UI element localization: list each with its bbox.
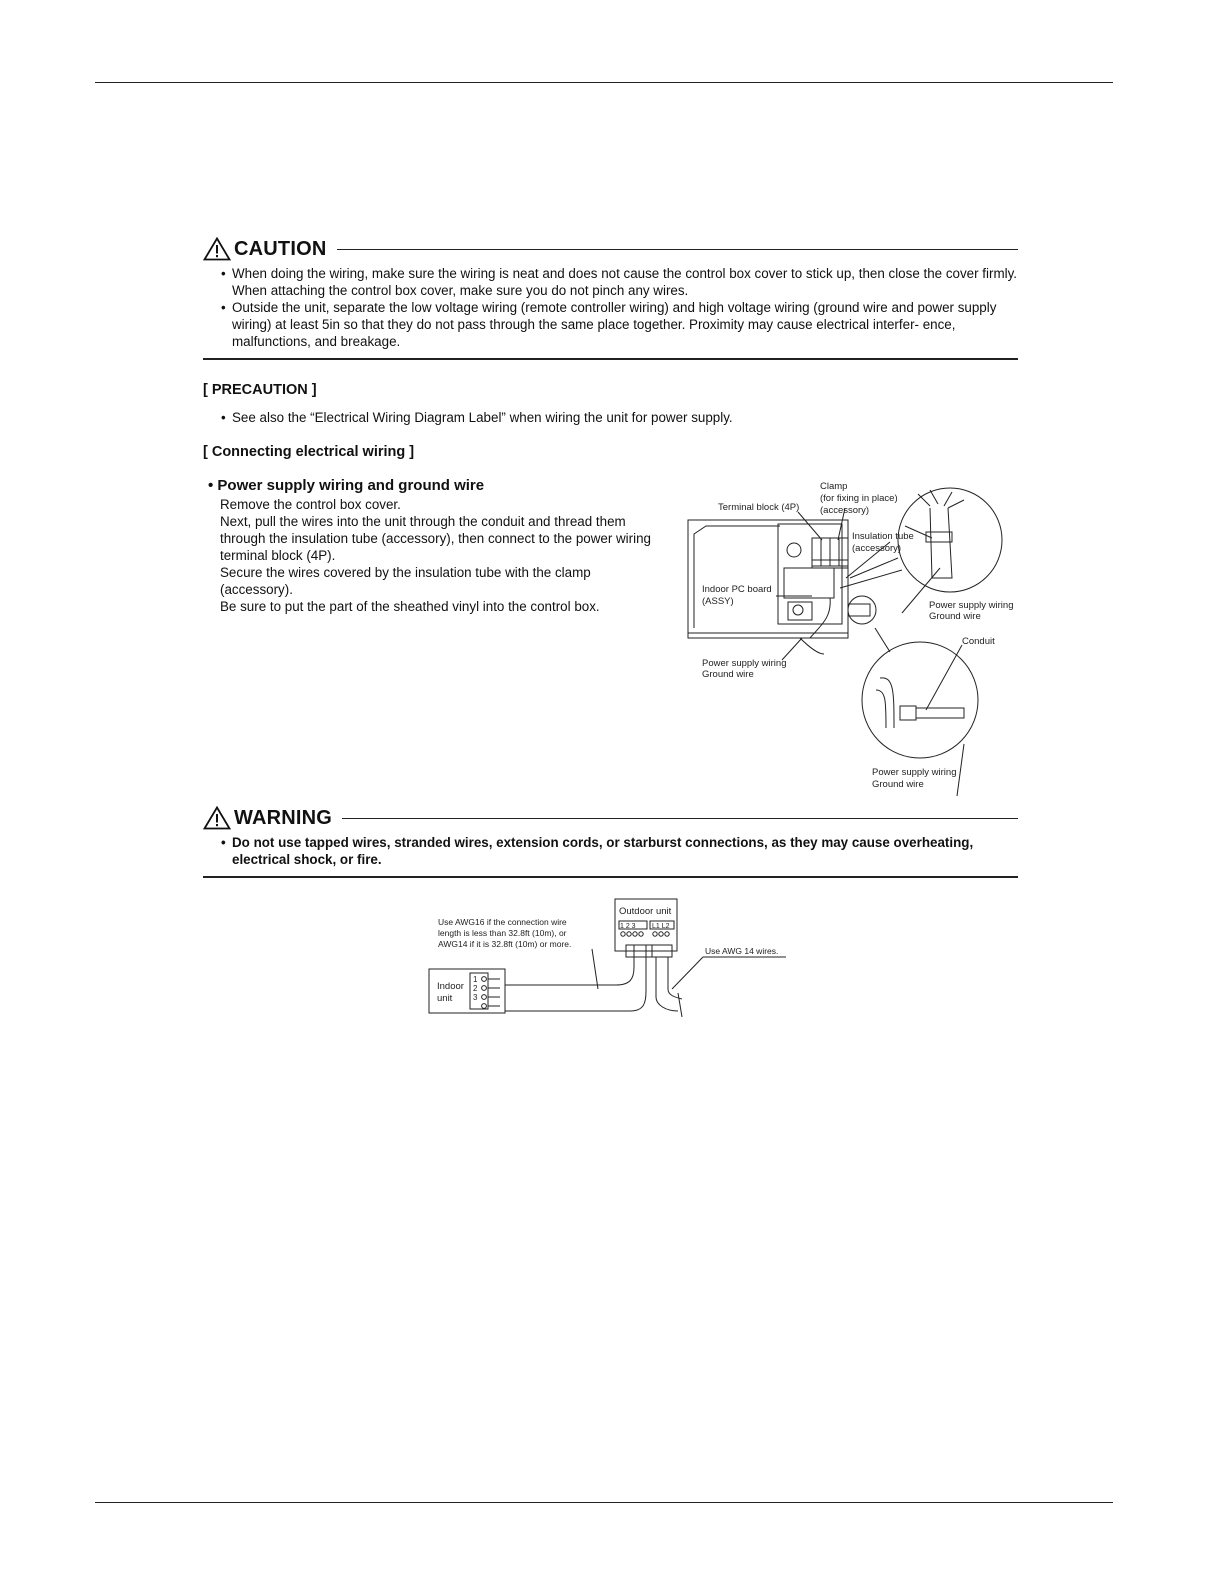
header-rule bbox=[95, 82, 1113, 83]
warning-title: WARNING bbox=[234, 806, 333, 829]
warning-bottom-rule bbox=[203, 876, 1018, 878]
caution-triangle-icon bbox=[203, 237, 231, 261]
caution-item: • Outside the unit, separate the low voltage wiring (remote controller wiring) and high voltage wiring (ground wire and power supply wiring) at least 5in so that they do not pass through the same place together. Proximity may cause electrical interfer- ence, malfunctions, and breakage. bbox=[221, 299, 1021, 350]
awg-note-line: length is less than 32.8ft (10m), or bbox=[438, 928, 567, 938]
detail-circle-2 bbox=[862, 642, 978, 758]
caution-header bbox=[203, 237, 1018, 261]
ground-wire-label: Ground wire bbox=[872, 779, 924, 790]
warning-item: • Do not use tapped wires, stranded wires, extension cords, or starburst connections, as they may cause overheating, electrical shock, or fire. bbox=[221, 834, 1021, 868]
insulation-tube-label: Insulation tube bbox=[852, 531, 914, 542]
indoor-unit-label: Indoor bbox=[437, 981, 464, 992]
ground-wire-label: Ground wire bbox=[702, 669, 754, 680]
precaution-title: [ PRECAUTION ] bbox=[203, 382, 317, 398]
instruction-line: Next, pull the wires into the unit through the conduit and thread them through the insulation tube (accessory), then connect to the power wiring terminal block (4P). bbox=[220, 514, 651, 563]
awg-note-line: AWG14 if it is 32.8ft (10m) or more. bbox=[438, 939, 572, 949]
warning-list bbox=[221, 834, 1021, 868]
clamp-label-3: (accessory) bbox=[820, 505, 870, 516]
precaution-item: • See also the “Electrical Wiring Diagram Label” when wiring the unit for power supply. bbox=[221, 409, 1021, 426]
instruction-line: Remove the control box cover. bbox=[220, 497, 401, 512]
clamp-label-2: (for fixing in place) bbox=[820, 493, 898, 504]
instruction-line: Be sure to put the part of the sheathed vinyl into the control box. bbox=[220, 599, 600, 614]
insulation-tube-label-2: (accessory) bbox=[852, 543, 902, 554]
caution-bottom-rule bbox=[203, 358, 1018, 360]
power-supply-wiring-label: Power supply wiring bbox=[929, 600, 1014, 611]
step-instructions bbox=[220, 496, 660, 615]
indoor-pc-board-label-2: (ASSY) bbox=[702, 596, 734, 607]
indoor-terminal-2: 2 bbox=[473, 984, 478, 993]
power-supply-wiring-label: Power supply wiring bbox=[702, 658, 787, 669]
ground-wire-label: Ground wire bbox=[929, 611, 981, 622]
awg-note-line: Use AWG16 if the connection wire bbox=[438, 917, 567, 927]
outdoor-power-terminal-labels: L1 L2 bbox=[652, 923, 670, 930]
indoor-unit-label-2: unit bbox=[437, 993, 453, 1004]
footer-rule bbox=[95, 1502, 1113, 1503]
awg14-label: Use AWG 14 wires. bbox=[705, 946, 779, 956]
control-box-wiring-figure bbox=[680, 478, 1025, 798]
caution-title: CAUTION bbox=[234, 237, 327, 260]
warning-header bbox=[203, 806, 1018, 830]
instruction-line: Secure the wires covered by the insulation tube with the clamp (accessory). bbox=[220, 565, 591, 597]
connection-wiring-figure bbox=[420, 893, 800, 1018]
terminal-block-label: Terminal block (4P) bbox=[718, 502, 800, 513]
step-title: • Power supply wiring and ground wire bbox=[208, 477, 485, 494]
warning-triangle-icon bbox=[203, 806, 231, 830]
indoor-terminal-1: 1 bbox=[473, 975, 478, 984]
clamp-label: Clamp bbox=[820, 481, 848, 492]
precaution-list bbox=[221, 409, 1021, 426]
indoor-terminal-3: 3 bbox=[473, 993, 478, 1002]
warning-header-line bbox=[342, 818, 1018, 819]
connecting-title: [ Connecting electrical wiring ] bbox=[203, 444, 415, 460]
caution-item: • When doing the wiring, make sure the wiring is neat and does not cause the control box cover to stick up, then close the cover firmly. When attaching the control box cover, make sure you do not pinch any wires. bbox=[221, 265, 1021, 299]
conduit-label: Conduit bbox=[962, 636, 995, 647]
outdoor-unit-label: Outdoor unit bbox=[619, 906, 672, 917]
indoor-pc-board-label: Indoor PC board bbox=[702, 584, 772, 595]
outdoor-terminal-labels: 1 2 3 bbox=[620, 923, 636, 930]
caution-list bbox=[221, 265, 1021, 350]
caution-header-line bbox=[337, 249, 1018, 250]
power-supply-wiring-label: Power supply wiring bbox=[872, 767, 957, 778]
